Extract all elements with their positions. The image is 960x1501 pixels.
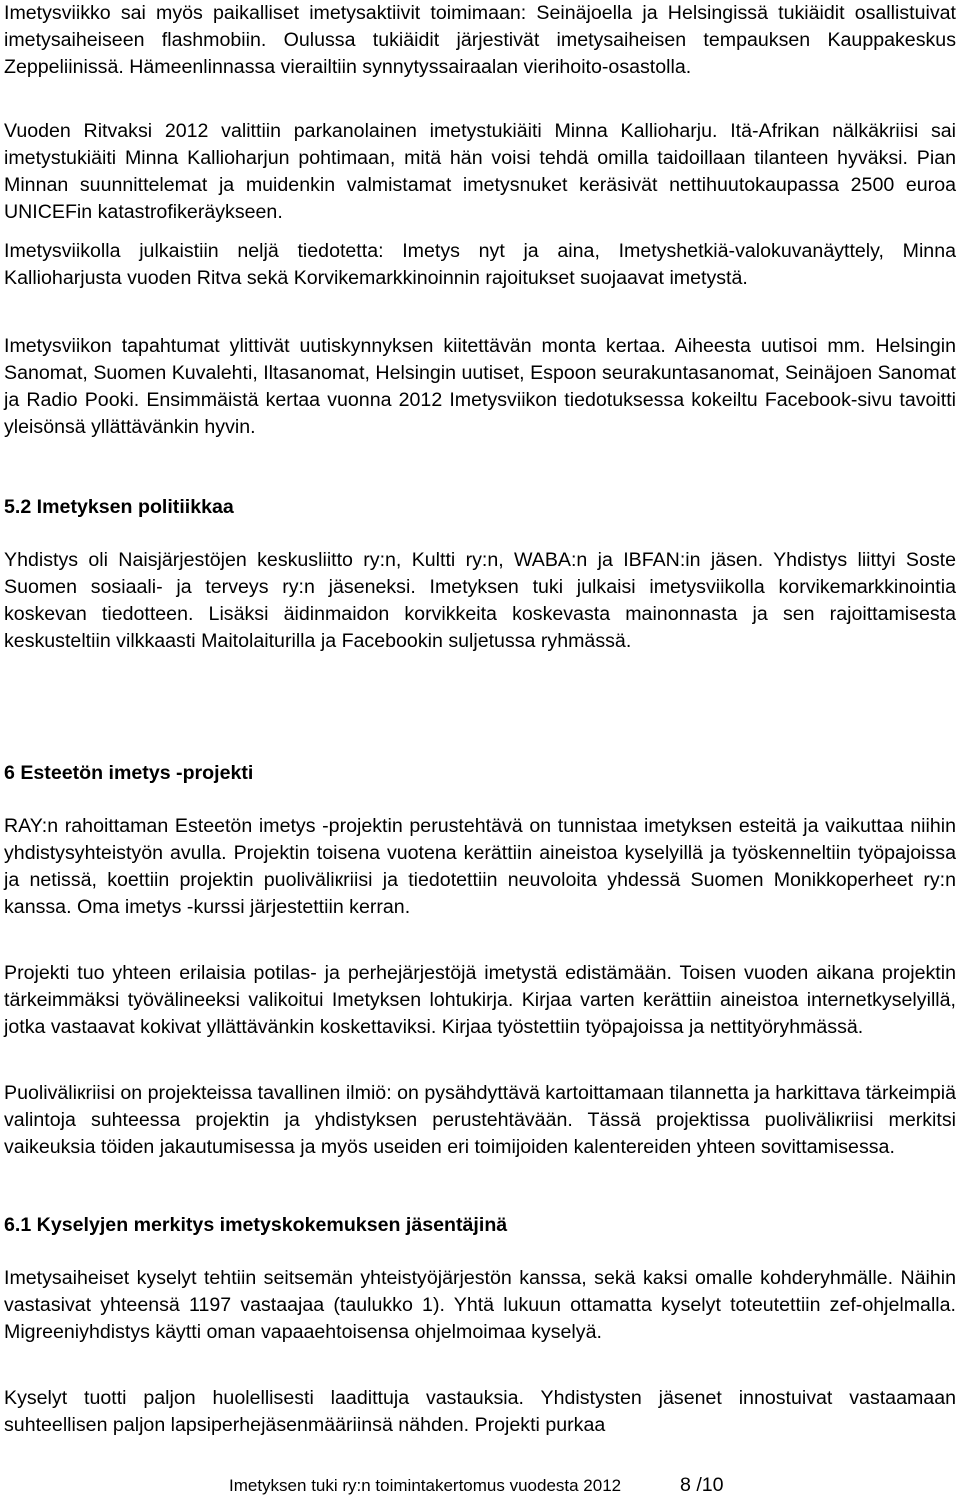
paragraph-vuoden-ritva: Vuoden Ritvaksi 2012 valittiin parkanolainen imetystukiäiti Minna Kallioharju. Itä-Afrikan nälkäkriisi sai imetystukiäiti Minna Kallioharjun pohtimaan, mitä hän voisi tehdä omilla taidoillaan tilanteen hyväksi. Pian Minnan suunnittelemat ja muidenkin valmistamat imetysnuket keräsivät nettihuutokaupassa 2500 euroa UNICEFin katastrofikeräykseen. bbox=[4, 120, 956, 223]
paragraph-politiikka: Yhdistys oli Naisjärjestöjen keskusliitto ry:n, Kultti ry:n, WABA:n ja IBFAN:in jäsen. Yhdistys liittyi Soste Suomen sosiaali- ja terveys ry:n jäseneksi. Imetyksen tuki julkaisi imetysviikolla korvikemarkkinointia koskevan tiedotteen. Lisäksi äidinmaidon korvikkeita koskevasta mainonnasta ja sen rajoittamisesta keskusteltiin vilkkaasti Maitolaiturilla ja Facebookin suljetussa ryhmässä. bbox=[4, 549, 956, 652]
paragraph-puolivalikriisi: Puoliväliкriisi on projekteissa tavallinen ilmiö: on pysähdyttävä kartoittamaan tilannetta ja harkittava tärkeimpiä valintoja suhteessa projektin ja yhdistyksen perustehtävään. Tässä projektissa puoliväliкriisi merkitsi vaikeuksia töiden jakautumisessa ja myös useiden eri toimijoiden kalentereiden yhteen sovittamisessa. bbox=[4, 1082, 956, 1158]
paragraph-esteeton-imetys: RAY:n rahoittaman Esteetön imetys -projektin perustehtävä on tunnistaa imetyksen esteitä ja vaikuttaa niihin yhdistysyhteistyön avulla. Projektin toisena vuotena kerättiin aineistoa kyselyillä ja työskenneltiin työpajoissa ja netissä, koettiin projektin puoliväliкriisi ja tiedotettiin neuvoloita yhdessä Suomen Monikkoperheet ry:n kanssa. Oma imetys -kurssi järjestettiin kerran. bbox=[4, 815, 956, 918]
section-heading-5-2: 5.2 Imetyksen politiikkaa bbox=[4, 496, 234, 518]
paragraph-imetysviikko-activities: Imetysviikko sai myös paikalliset imetysaktiivit toimimaan: Seinäjoella ja Helsingissä tukiäidit osallistuivat imetysaiheiseen flashmobiin. Oulussa tukiäidit järjestivät imetysaiheisen tempauksen Kauppakeskus Zeppeliinissä. Hämeenlinnassa vierailtiin synnytyssairaalan vierihoito-osastolla. bbox=[4, 2, 956, 78]
paragraph-kyselyt: Imetysaiheiset kyselyt tehtiin seitsemän yhteistyöjärjestön kanssa, sekä kaksi omalle kohderyhmälle. Näihin vastasivat yhteensä 1197 vastaajaa (taulukko 1). Yhtä lukuun ottamatta kyselyt toteutettiin zef-ohjelmalla. Migreeniyhdistys käytti oman vapaaehtoisensa ohjelmoimaa kyselyä. bbox=[4, 1267, 956, 1343]
paragraph-tiedotteet: Imetysviikolla julkaistiin neljä tiedotetta: Imetys nyt ja aina, Imetyshetkiä-valokuvanäyttely, Minna Kallioharjusta vuoden Ritva sekä Korvikemarkkinoinnin rajoitukset suojaavat imetystä. bbox=[4, 240, 956, 289]
footer-page-number: 8 /10 bbox=[680, 1474, 724, 1496]
footer-title: Imetyksen tuki ry:n toimintakertomus vuodesta 2012 bbox=[229, 1476, 622, 1495]
page-footer bbox=[0, 1472, 960, 1499]
section-heading-6-1: 6.1 Kyselyjen merkitys imetyskokemuksen jäsentäjinä bbox=[4, 1214, 508, 1236]
section-heading-6: 6 Esteetön imetys -projekti bbox=[4, 762, 254, 784]
paragraph-uutiskynnys: Imetysviikon tapahtumat ylittivät uutiskynnyksen kiitettävän monta kertaa. Aiheesta uutisoi mm. Helsingin Sanomat, Suomen Kuvalehti, Iltasanomat, Helsingin uutiset, Espoon seurakuntasanomat, Seinäjoen Sanomat ja Radio Pooki. Ensimmäistä kertaa vuonna 2012 Imetysviikon tiedotuksessa kokeiltu Facebook-sivu tavoitti yleisönsä yllättävänkin hyvin. bbox=[4, 335, 956, 438]
paragraph-kyselyt-tuotti: Kyselyt tuotti paljon huolellisesti laadittuja vastauksia. Yhdistysten jäsenet innostuivat vastaamaan suhteellisen paljon lapsiperhejäsenmääriinsä nähden. Projekti purkaa bbox=[4, 1387, 956, 1436]
paragraph-projekti-tuo: Projekti tuo yhteen erilaisia potilas- ja perhejärjestöjä imetystä edistämään. Toisen vuoden aikana projektin tärkeimmäksi työvälineeksi valikoitui Imetyksen lohtukirja. Kirjaa varten kerättiin aineistoa internetkyselyillä, jotka vastaavat kokivat yllättävänkin koskettaviksi. Kirjaa työstettiin työpajoissa ja nettityöryhmässä. bbox=[4, 962, 956, 1038]
